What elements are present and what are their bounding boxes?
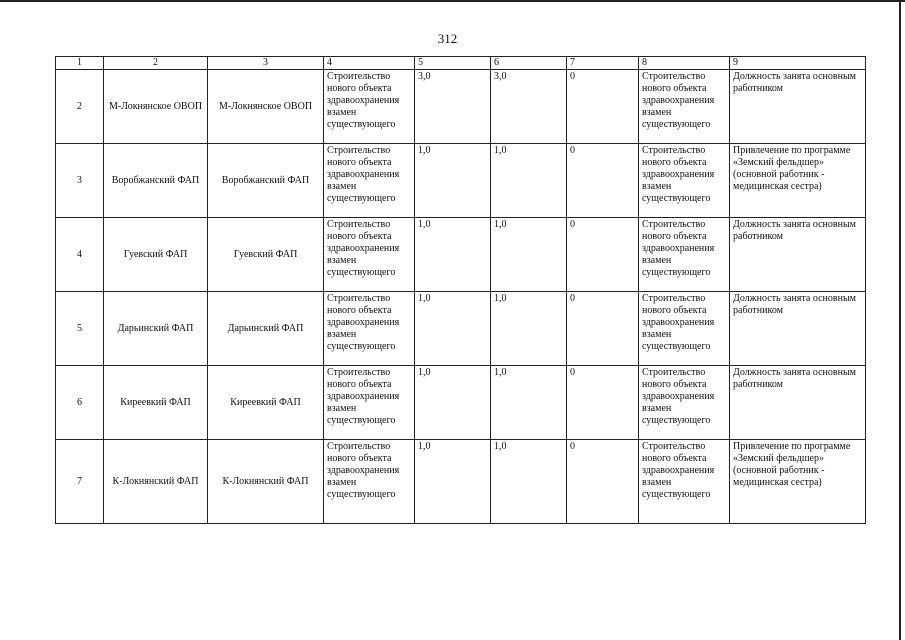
facility-name: Воробжанский ФАП [104, 144, 208, 218]
facility-name-2: Гуевский ФАП [208, 218, 324, 292]
work-type: Строительство нового объекта здравоохранения взамен существующего [324, 144, 415, 218]
value-7: 0 [567, 144, 639, 218]
value-5: 1,0 [415, 440, 491, 524]
facility-name: Киреевкий ФАП [104, 366, 208, 440]
value-6: 1,0 [491, 440, 567, 524]
table-row [56, 70, 866, 144]
facility-name-2: Дарьинский ФАП [208, 292, 324, 366]
row-number: 7 [56, 440, 104, 524]
value-6: 1,0 [491, 292, 567, 366]
note: Привлечение по программе «Земский фельдшер» (основной работник - медицинская сестра) [730, 144, 866, 218]
value-5: 1,0 [415, 366, 491, 440]
work-type-2: Строительство нового объекта здравоохранения взамен существующего [639, 218, 730, 292]
note: Привлечение по программе «Земский фельдшер» (основной работник - медицинская сестра) [730, 440, 866, 524]
scan-border-top [0, 0, 905, 2]
col-header-8: 8 [639, 57, 730, 70]
facility-name: Дарьинский ФАП [104, 292, 208, 366]
value-7: 0 [567, 366, 639, 440]
page-number: 312 [437, 31, 458, 46]
note: Должность занята основным работником [730, 218, 866, 292]
value-6: 1,0 [491, 218, 567, 292]
value-7: 0 [567, 70, 639, 144]
col-header-4: 4 [324, 57, 415, 70]
work-type-2: Строительство нового объекта здравоохранения взамен существующего [639, 144, 730, 218]
note: Должность занята основным работником [730, 70, 866, 144]
value-7: 0 [567, 440, 639, 524]
value-5: 3,0 [415, 70, 491, 144]
row-number: 2 [56, 70, 104, 144]
note: Должность занята основным работником [730, 366, 866, 440]
facility-name-2: Воробжанский ФАП [208, 144, 324, 218]
value-6: 1,0 [491, 144, 567, 218]
facility-name: Гуевский ФАП [104, 218, 208, 292]
work-type: Строительство нового объекта здравоохранения взамен существующего [324, 70, 415, 144]
value-6: 3,0 [491, 70, 567, 144]
work-type: Строительство нового объекта здравоохранения взамен существующего [324, 366, 415, 440]
col-header-1: 1 [56, 57, 104, 70]
col-header-5: 5 [415, 57, 491, 70]
value-6: 1,0 [491, 366, 567, 440]
col-header-2: 2 [104, 57, 208, 70]
facility-name-2: Киреевкий ФАП [208, 366, 324, 440]
work-type-2: Строительство нового объекта здравоохранения взамен существующего [639, 366, 730, 440]
work-type: Строительство нового объекта здравоохранения взамен существующего [324, 440, 415, 524]
facility-name: К-Локнянский ФАП [104, 440, 208, 524]
facility-name-2: М-Локнянское ОВОП [208, 70, 324, 144]
value-5: 1,0 [415, 144, 491, 218]
table-row [56, 218, 866, 292]
row-number: 5 [56, 292, 104, 366]
header-row [56, 57, 866, 70]
value-5: 1,0 [415, 292, 491, 366]
work-type-2: Строительство нового объекта здравоохранения взамен существующего [639, 292, 730, 366]
table-row [56, 144, 866, 218]
facilities-table [55, 56, 866, 524]
table-row [56, 366, 866, 440]
col-header-7: 7 [567, 57, 639, 70]
value-5: 1,0 [415, 218, 491, 292]
value-7: 0 [567, 292, 639, 366]
table-row [56, 440, 866, 524]
scan-border-right [899, 0, 901, 640]
row-number: 4 [56, 218, 104, 292]
col-header-6: 6 [491, 57, 567, 70]
table-row [56, 292, 866, 366]
work-type-2: Строительство нового объекта здравоохранения взамен существующего [639, 440, 730, 524]
facility-name: М-Локнянское ОВОП [104, 70, 208, 144]
work-type-2: Строительство нового объекта здравоохранения взамен существующего [639, 70, 730, 144]
note: Должность занята основным работником [730, 292, 866, 366]
row-number: 6 [56, 366, 104, 440]
value-7: 0 [567, 218, 639, 292]
row-number: 3 [56, 144, 104, 218]
work-type: Строительство нового объекта здравоохранения взамен существующего [324, 292, 415, 366]
col-header-9: 9 [730, 57, 866, 70]
col-header-3: 3 [208, 57, 324, 70]
work-type: Строительство нового объекта здравоохранения взамен существующего [324, 218, 415, 292]
facility-name-2: К-Локнянский ФАП [208, 440, 324, 524]
